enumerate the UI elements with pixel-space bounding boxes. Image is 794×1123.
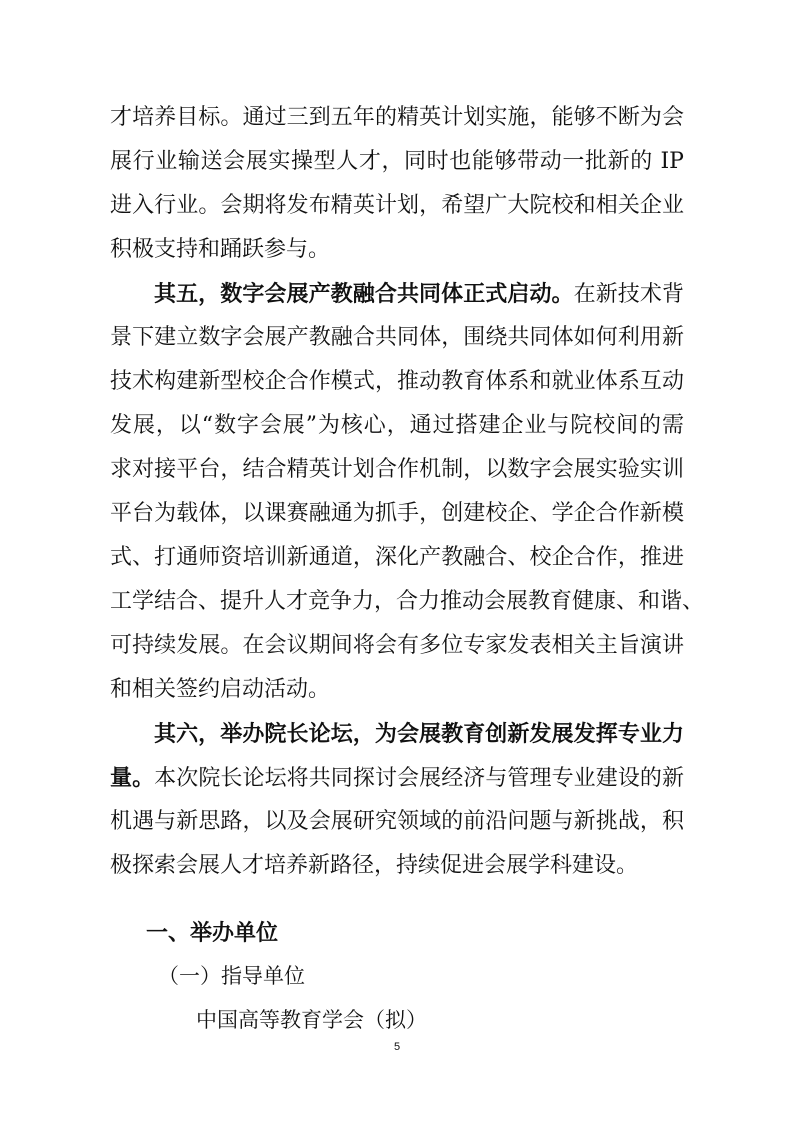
intro-line-3: 进入行业。会期将发布精英计划，希望广大院校和相关企业 (110, 193, 684, 218)
section-heading: 一、举办单位 (146, 920, 279, 946)
page-number: 5 (393, 1041, 401, 1053)
para-five-line-10: 和相关签约启动活动。 (110, 677, 331, 702)
para-six-lead-1: 其六，举办院长论坛，为会展教育创新发展发挥专业力 (154, 721, 684, 747)
intro-line-4: 积极支持和踊跃参与。 (110, 237, 331, 262)
para-six-line-1 (154, 720, 684, 749)
para-five-line-8: 工学结合、提升人才竞争力，合力推动会展教育健康、和谐、 (110, 589, 705, 614)
para-six-line-2-rest: 本次院长论坛将共同探讨会展经济与管理专业建设的新 (154, 766, 684, 791)
para-five-line-1 (154, 280, 684, 309)
para-five-line-5: 求对接平台，结合精英计划合作机制，以数字会展实验实训 (110, 457, 684, 482)
para-six-line-3: 机遇与新思路，以及会展研究领域的前沿问题与新挑战，积 (110, 809, 684, 834)
intro-line-1: 才培养目标。通过三到五年的精英计划实施，能够不断为会 (110, 105, 684, 130)
para-five-line-9: 可持续发展。在会议期间将会有多位专家发表相关主旨演讲 (110, 633, 684, 658)
para-five-line-3: 技术构建新型校企合作模式，推动教育体系和就业体系互动 (110, 369, 684, 394)
para-five-line-1-rest: 在新技术背 (573, 282, 684, 307)
para-six-line-2 (110, 764, 684, 793)
para-five-line-4: 发展，以“数字会展”为核心，通过搭建企业与院校间的需 (110, 413, 684, 438)
intro-line-2: 展行业输送会展实操型人才，同时也能够带动一批新的 IP (110, 149, 684, 174)
para-six-lead-2: 量。 (110, 765, 155, 791)
guiding-unit: 中国高等教育学会（拟） (196, 1008, 427, 1032)
subsection-heading: （一）指导单位 (158, 964, 305, 988)
para-five-line-7: 式、打通师资培训新通道，深化产教融合、校企合作，推进 (110, 545, 684, 570)
para-five-lead: 其五，数字会展产教融合共同体正式启动。 (154, 281, 574, 307)
para-five-line-2: 景下建立数字会展产教融合共同体，围绕共同体如何利用新 (110, 325, 684, 350)
para-five-line-6: 平台为载体，以课赛融通为抓手，创建校企、学企合作新模 (110, 501, 684, 526)
para-six-line-4: 极探索会展人才培养新路径，持续促进会展学科建设。 (110, 853, 639, 878)
